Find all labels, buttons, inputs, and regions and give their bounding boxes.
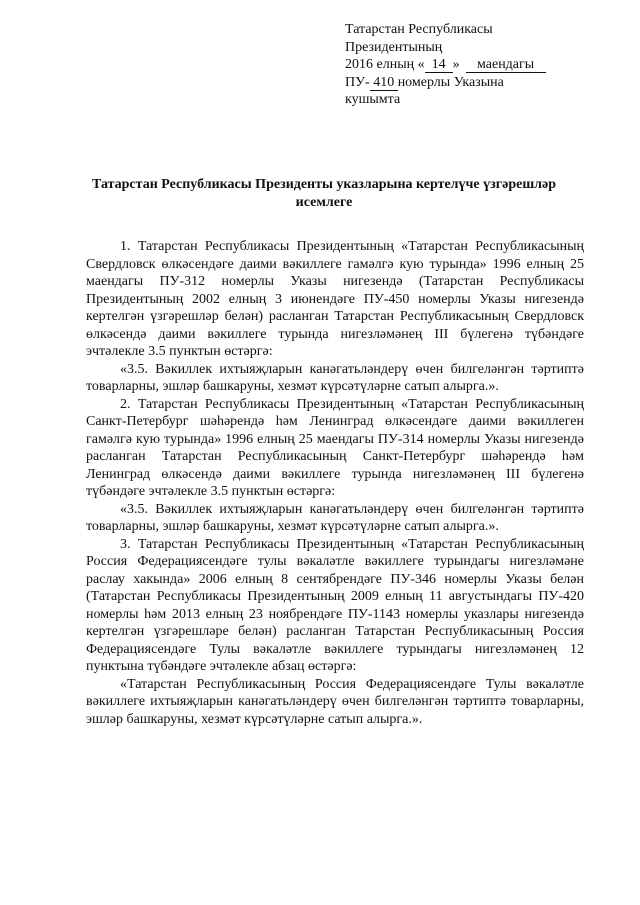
approval-date-prefix: 2016 елның « <box>345 57 425 72</box>
document-title: Татарстан Республикасы Президенты указларына кертелүче үзгәрешләр исемлеге <box>91 177 557 210</box>
paragraph-1-quote: «3.5. Вәкиллек ихтыяҗларын канәгатьләндерү өчен билгеләнгән тәртиптә товарларны, эшләр башкаруны, хезмәт күрсәтүләрне сатып алырга.». <box>86 361 584 394</box>
approval-line-2: Президентының <box>345 39 443 55</box>
approval-stamp <box>345 21 605 109</box>
approval-line-3 <box>345 56 605 74</box>
approval-line-4 <box>345 74 605 92</box>
document-body <box>86 238 584 728</box>
approval-decree-number: 410 <box>370 76 398 91</box>
approval-decree-suffix: номерлы Указына <box>397 74 504 90</box>
paragraph-1: 1. Татарстан Республикасы Президентының «Татарстан Республикасының Свердловск өлкәсендәге даими вәкиллеге гамәлгә кую турында» 1996 елның 25 маендагы ПУ-312 номерлы Указы нигезендә (Татарстан Республикасы Президентының 2002 елның 3 июнендәге ПУ-450 номерлы Указы нигезендә кертелгән үзгәрешләр белән) расланган Татарстан Республикасының Свердловск өлкәсендә даими вәкиллеге турында нигезләмәнең III бүлегенә түбәндәге эчтәлекле 3.5 пунктын өстәргә: <box>86 239 584 359</box>
approval-line-1: Татарстан Республикасы <box>345 22 493 37</box>
approval-line-5: кушымта <box>345 92 401 107</box>
paragraph-2-quote: «3.5. Вәкиллек ихтыяҗларын канәгатьләндерү өчен билгеләнгән тәртиптә товарларны, эшләр башкаруны, хезмәт күрсәтүләрне сатып алырга.». <box>86 501 584 534</box>
approval-day: 14 <box>425 58 453 73</box>
approval-decree-prefix: ПУ- <box>345 74 370 90</box>
approval-month: маендагы <box>466 58 546 73</box>
paragraph-3: 3. Татарстан Республикасы Президентының «Татарстан Республикасының Россия Федерациясендәге тулы вәкаләтле вәкиллеге турындагы нигезләмәне раслау хакында» 2006 елның 8 сентябрендәге ПУ-346 номерлы Указы белән (Татарстан Республикасы Президентының 2009 елның 11 августындагы ПУ-420 номерлы һәм 2013 елның 23 ноябрендәге ПУ-1143 номерлы указлары нигезендә кертелгән үзгәрешләре белән) расланган Татарстан Республикасының Россия Федерациясендәге Тулы вәкаләтле вәкиллеге турындагы нигезләмәнең 12 пунктына түбәндәге эчтәлекле абзац өстәргә: <box>86 536 584 674</box>
approval-date-mid: » <box>452 57 460 72</box>
paragraph-3-quote: «Татарстан Республикасының Россия Федерациясендәге Тулы вәкаләтле вәкиллеге ихтыяҗларын канәгатьләндерү өчен билгеләнгән тәртиптә товарларны, эшләр башкаруны, хезмәт күрсәтүләрне сатып алырга.». <box>86 676 584 727</box>
paragraph-2: 2. Татарстан Республикасы Президентының «Татарстан Республикасының Санкт-Петербург шәһәрендә һәм Ленинград өлкәсендәге даими вәкиллеген гамәлгә кую турында» 1996 елның 25 маендагы ПУ-314 номерлы Указы нигезендә расланган Татарстан Республикасының Санкт-Петербург шәһәрендә һәм Ленинград өлкәсендә даими вәкиллеге турында нигезләмәнең III бүлегенә түбәндәге эчтәлекле 3.5 пунктын өстәргә: <box>86 396 584 499</box>
